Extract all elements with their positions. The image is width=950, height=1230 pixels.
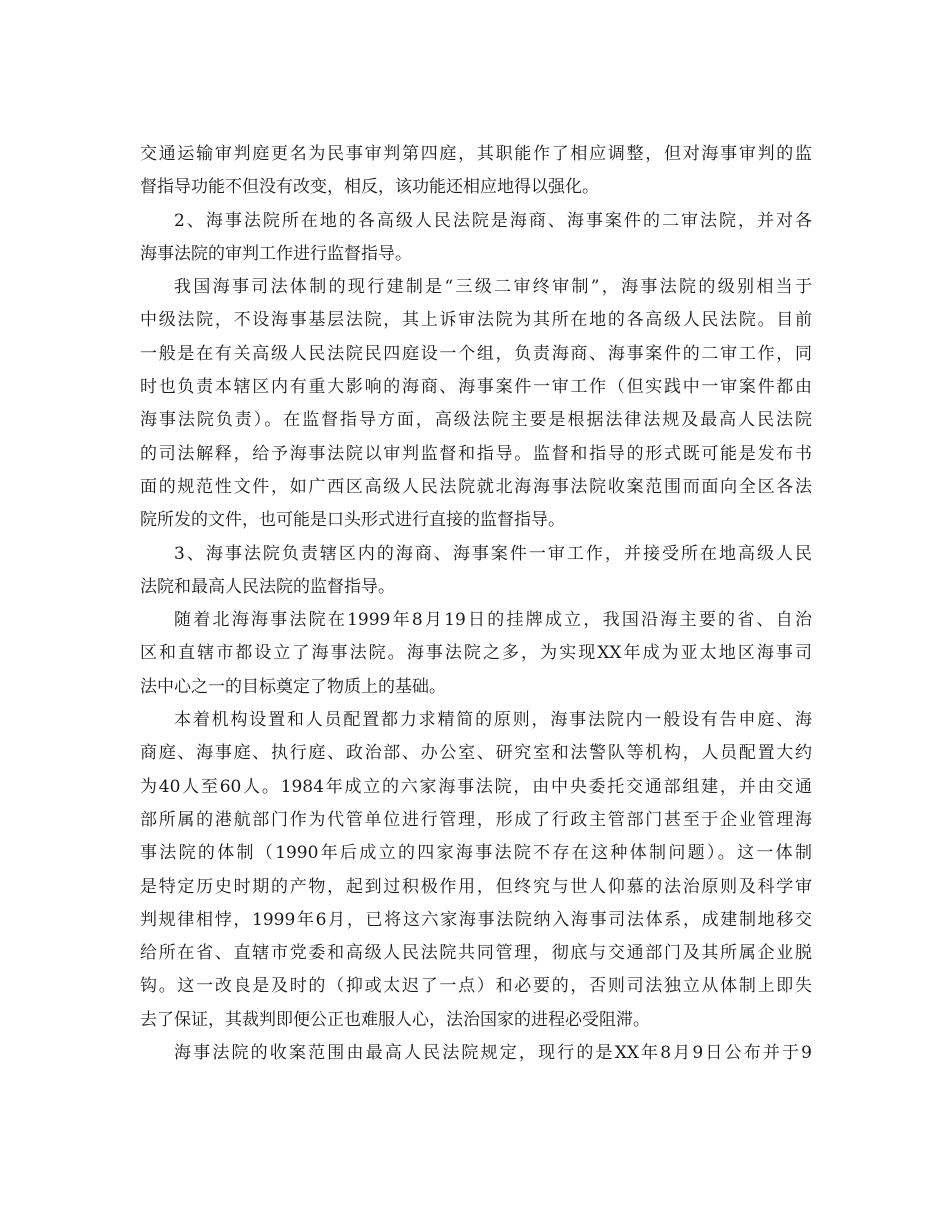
text-line: 本着机构设置和人员配置都力求精简的原则，海事法院内一般设有告申庭、海	[174, 710, 812, 731]
text-line: 钩。这一改良是及时的（抑或太迟了一点）和必要的，否则司法独立从体制上即失	[140, 976, 812, 997]
text-line: 我国海事司法体制的现行建制是“三级二审终审制”，海事法院的级别相当于	[174, 277, 812, 298]
text-line: 商庭、海事庭、执行庭、政治部、办公室、研究室和法警队等机构，人员配置大约	[140, 743, 812, 764]
text-line: 3、海事法院负责辖区内的海商、海事案件一审工作，并接受所在地高级人民	[174, 543, 812, 564]
text-line: 事法院的体制（1990年后成立的四家海事法院不存在这种体制问题）。这一体制	[140, 843, 812, 864]
text-line: 法中心之一的目标奠定了物质上的基础。	[140, 676, 446, 697]
text-line: 海事法院负责）。在监督指导方面，高级法院主要是根据法律法规及最高人民法院	[140, 410, 812, 431]
text-line: 去了保证，其裁判即便公正也难服人心，法治国家的进程必受阻滞。	[140, 1009, 650, 1030]
text-line: 法院和最高人民法院的监督指导。	[140, 576, 395, 597]
text-line: 部所属的港航部门作为代管单位进行管理，形成了行政主管部门甚至于企业管理海	[140, 809, 812, 830]
text-line: 交通运输审判庭更名为民事审判第四庭，其职能作了相应调整，但对海事审判的监	[140, 144, 812, 164]
text-line: 海事法院的审判工作进行监督指导。	[140, 243, 412, 264]
text-line: 院所发的文件，也可能是口头形式进行直接的监督指导。	[140, 510, 565, 531]
text-line: 是特定历史时期的产物，起到过积极作用，但终究与世人仰慕的法治原则及科学审	[140, 876, 812, 897]
text-line: 2、海事法院所在地的各高级人民法院是海商、海事案件的二审法院，并对各	[174, 210, 812, 231]
text-line: 判规律相悖，1999年6月，已将这六家海事法院纳入海事司法体系，成建制地移交	[140, 909, 812, 930]
text-line: 给所在省、直辖市党委和高级人民法院共同管理，彻底与交通部门及其所属企业脱	[140, 943, 812, 964]
text-line: 时也负责本辖区内有重大影响的海商、海事案件一审工作（但实践中一审案件都由	[140, 377, 812, 398]
text-line: 海事法院的收案范围由最高人民法院规定，现行的是XX年8月9日公布并于9	[174, 1043, 812, 1064]
text-line: 面的规范性文件，如广西区高级人民法院就北海海事法院收案范围而面向全区各法	[140, 476, 812, 497]
text-line: 中级法院，不设海事基层法院，其上诉审法院为其所在地的各高级人民法院。目前	[140, 310, 812, 331]
text-line: 的司法解释，给予海事法院以审判监督和指导。监督和指导的形式既可能是发布书	[140, 443, 812, 464]
text-line: 一般是在有关高级人民法院民四庭设一个组，负责海商、海事案件的二审工作，同	[140, 343, 812, 364]
text-line: 为40人至60人。1984年成立的六家海事法院，由中央委托交通部组建，并由交通	[140, 776, 812, 797]
document-body	[140, 139, 812, 1071]
text-line: 随着北海海事法院在1999年8月19日的挂牌成立，我国沿海主要的省、自治	[174, 610, 812, 631]
text-line: 督指导功能不但没有改变，相反，该功能还相应地得以强化。	[140, 177, 599, 198]
text-line: 区和直辖市都设立了海事法院。海事法院之多，为实现XX年成为亚太地区海事司	[140, 643, 812, 664]
